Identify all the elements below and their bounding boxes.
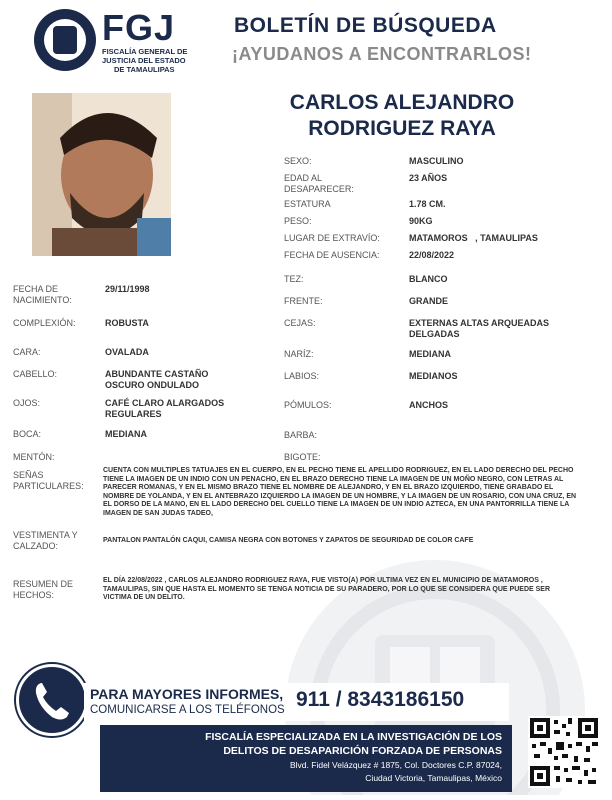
fecha-ausencia-value: 22/08/2022 — [409, 250, 455, 260]
menton-label: MENTÓN: — [13, 452, 55, 462]
cara-label: CARA: — [13, 347, 41, 357]
cabello-value: ABUNDANTE CASTAÑO OSCURO ONDULADO — [105, 369, 209, 390]
senas-label: SEÑAS PARTICULARES: — [13, 470, 84, 491]
fgj-logo — [34, 9, 194, 75]
lugar-value: MATAMOROS , TAMAULIPAS — [409, 233, 538, 243]
bulletin-subtitle: ¡AYUDANOS A ENCONTRARLOS! — [232, 44, 532, 64]
boca-label: BOCA: — [13, 429, 42, 439]
labios-label: LABIOS: — [284, 371, 320, 381]
seal-icon — [34, 9, 96, 71]
vestimenta-label: VESTIMENTA Y CALZADO: — [13, 530, 78, 551]
tez-label: TEZ: — [284, 274, 304, 284]
fecha-ausencia-label: FECHA DE AUSENCIA: — [284, 250, 380, 260]
fecha-nacimiento-label: FECHA DE NACIMIENTO: — [13, 284, 72, 305]
nariz-value: MEDIANA — [409, 349, 451, 359]
contact-phone[interactable]: 911 / 8343186150 — [296, 688, 465, 711]
cejas-label: CEJAS: — [284, 318, 316, 328]
nariz-label: NARÍZ: — [284, 349, 314, 359]
complexion-label: COMPLEXIÓN: — [13, 318, 76, 328]
logo-subtitle-1: FISCALÍA GENERAL DE — [102, 47, 188, 56]
person-photo — [32, 93, 171, 256]
barba-label: BARBA: — [284, 430, 318, 440]
logo-subtitle-3: DE TAMAULIPAS — [114, 65, 175, 74]
cejas-value: EXTERNAS ALTAS ARQUEADAS DELGADAS — [409, 318, 550, 339]
peso-label: PESO: — [284, 216, 312, 226]
qr-code-icon[interactable] — [528, 716, 600, 788]
ojos-label: OJOS: — [13, 398, 41, 408]
lugar-label: LUGAR DE EXTRAVÍO: — [284, 233, 380, 243]
estatura-label: ESTATURA — [284, 199, 331, 209]
resumen-label: RESUMEN DE HECHOS: — [13, 579, 74, 600]
sexo-value: MASCULINO — [409, 156, 464, 166]
bulletin-title: BOLETÍN DE BÚSQUEDA — [234, 14, 497, 37]
peso-value: 90KG — [409, 216, 433, 226]
phone-icon — [16, 664, 88, 736]
estatura-value: 1.78 CM. — [409, 199, 446, 209]
vestimenta-value: PANTALON PANTALÓN CAQUI, CAMISA NEGRA CON BOTONES Y ZAPATOS DE SEGURIDAD DE COLOR CAFE — [103, 537, 474, 544]
footer-line-1: FISCALÍA ESPECIALIZADA EN LA INVESTIGACIÓN DE LOS — [205, 731, 502, 743]
person-name-line-1: CARLOS ALEJANDRO — [289, 91, 515, 114]
pomulos-label: PÓMULOS: — [284, 400, 332, 410]
logo-letters: FGJ — [102, 7, 176, 48]
footer-line-2: DELITOS DE DESAPARICIÓN FORZADA DE PERSONAS — [223, 745, 502, 757]
logo-subtitle-2: JUSTICIA DEL ESTADO — [102, 56, 186, 65]
edad-value: 23 AÑOS — [409, 173, 448, 183]
complexion-value: ROBUSTA — [105, 318, 149, 328]
footer-line-4: Ciudad Victoria, Tamaulipas, México — [365, 773, 502, 783]
fecha-nacimiento-value: 29/11/1998 — [105, 284, 150, 294]
sexo-label: SEXO: — [284, 156, 312, 166]
boca-value: MEDIANA — [105, 429, 147, 439]
senas-value: CUENTA CON MULTIPLES TATUAJES EN EL CUERPO, EN EL PECHO TIENE EL APELLIDO RODRIGUEZ, EN EL LADO DERECHO DEL PECHO TIENE LA IMAGEN DE UN INDIO CON UN PENACHO, EN EL BRAZO DERECHO TIENE LA IMAGEN DE UN MOÑO NEGRO, CON LETRAS AL PARECER ROMANAS, Y EN EL MISMO BRAZO TIENE EL NOMBRE DE ALEJANDRO, Y EN EL BRAZO IZQUIERDO, TIENE GRABADO EL NOMBRE DE YOLANDA, Y EN EL ANTEBRAZO IZQUIERDO LA IMAGEN DE UN HOMBRE, Y LA IMAGEN DE UN ROSARIO, CON UNA CRUZ, EN EL DORSO DE LA MANO, EN EL LADO DERECHO DEL CUELLO TIENE LA IMAGEN DE UN INDIO AZTECA, EN UNA PANTORRILLA TIENE LA IMAGEN DE SAN JUDAS TADEO, — [103, 467, 577, 517]
person-name — [252, 90, 552, 142]
bigote-label: BIGOTE: — [284, 452, 321, 462]
cara-value: OVALADA — [105, 347, 149, 357]
cabello-label: CABELLO: — [13, 369, 58, 379]
tez-value: BLANCO — [409, 274, 448, 284]
pomulos-value: ANCHOS — [409, 400, 449, 410]
person-name-line-2: RODRIGUEZ RAYA — [308, 117, 496, 140]
edad-label: EDAD AL DESAPARECER: — [284, 173, 354, 194]
footer-line-3: Blvd. Fidel Velázquez # 1875, Col. Doctores C.P. 87024, — [290, 760, 502, 770]
resumen-value: EL DÍA 22/08/2022 , CARLOS ALEJANDRO RODRIGUEZ RAYA, FUE VISTO(A) POR ULTIMA VEZ EN EL MUNICIPIO DE MATAMOROS , TAMAULIPAS, SIN QUE HASTA EL MOMENTO SE TENGA NOTICIA DE SU PARADERO, POR LO QUE SE CONSIDERA QUE PUEDE SER VICTIMA DE UN DELITO. — [103, 577, 551, 602]
contact-line-1: PARA MAYORES INFORMES, — [90, 686, 284, 702]
frente-value: GRANDE — [409, 296, 449, 306]
frente-label: FRENTE: — [284, 296, 323, 306]
labios-value: MEDIANOS — [409, 371, 458, 381]
ojos-value: CAFÉ CLARO ALARGADOS REGULARES — [105, 398, 225, 419]
contact-line-2: COMUNICARSE A LOS TELÉFONOS — [90, 704, 285, 716]
